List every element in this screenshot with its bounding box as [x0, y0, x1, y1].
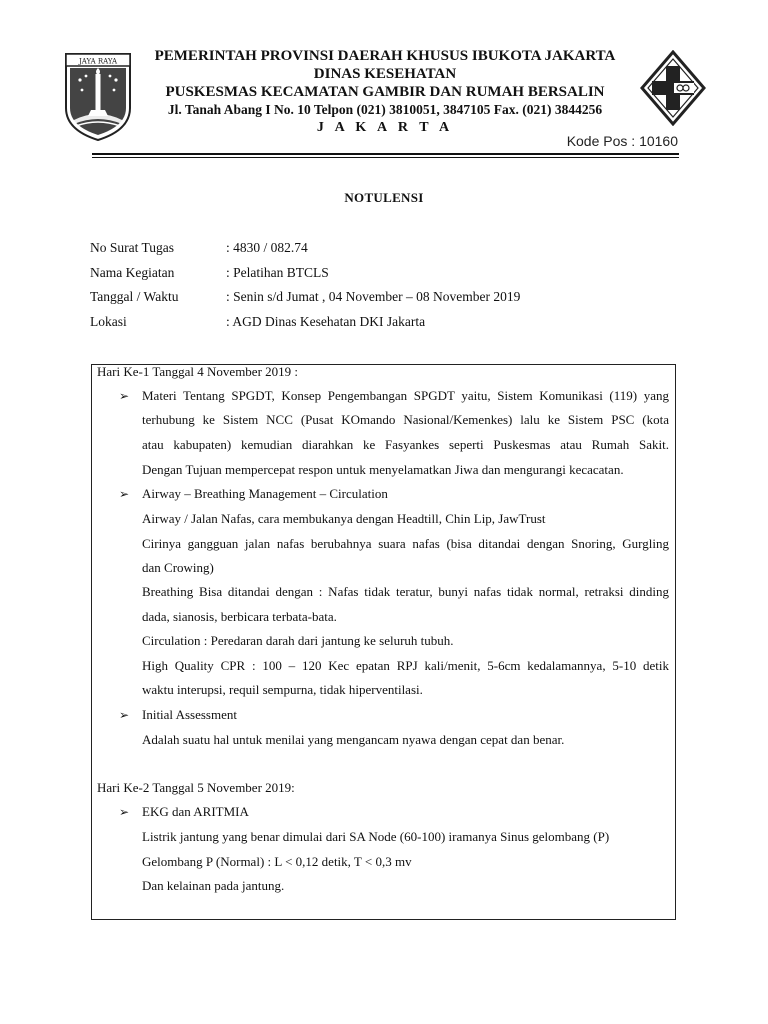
letterhead-city: J A K A R T A [316, 120, 454, 135]
postal-code: Kode Pos : 10160 [566, 133, 678, 149]
day1-item2-line: Breathing Bisa ditandai dengan : Nafas tidak teratur, bunyi nafas tidak normal, retraksi dinding [142, 584, 669, 599]
day1-heading: Hari Ke-1 Tanggal 4 November 2019 : [97, 364, 299, 379]
day1-item2-line: Circulation : Peredaran darah dari jantung ke seluruh tubuh. [142, 633, 454, 648]
info-value: : 4830 / 082.74 [226, 240, 308, 255]
day1-item2-line: waktu interupsi, requil sempurna, tidak hiperventilasi. [142, 682, 423, 697]
day1-item1-title: Materi Tentang SPGDT, Konsep Pengembangan SPGDT yaitu, Sistem Komunikasi (119) yang [142, 388, 669, 403]
day1-item1-line: Dengan Tujuan mempercepat respon untuk menyelamatkan Jiwa dan mengurangi kecacatan. [142, 462, 624, 477]
day1-item2-line: dan Crowing) [142, 560, 214, 575]
day2-item1-line: Dan kelainan pada jantung. [142, 878, 285, 893]
day2-item1-line: Gelombang P (Normal) : L < 0,12 detik, T < 0,3 mv [142, 854, 412, 869]
info-row-no-surat [90, 240, 520, 265]
info-label: Tanggal / Waktu [90, 289, 179, 304]
day1-item2-line: High Quality CPR : 100 – 120 Kec epatan RPJ kali/menit, 5-6cm kedalamannya, 5-10 detik [142, 658, 669, 673]
day1-item2-line: Cirinya gangguan jalan nafas berubahnya suara nafas (bisa ditandai dengan Snoring, Gurgling [142, 536, 669, 551]
letterhead-institution: PUSKESMAS KECAMATAN GAMBIR DAN RUMAH BERSALIN [165, 84, 605, 100]
info-row-kegiatan [90, 265, 520, 290]
letterhead-divider-thin [92, 157, 679, 158]
letterhead-address: Jl. Tanah Abang I No. 10 Telpon (021) 3810051, 3847105 Fax. (021) 3844256 [167, 102, 603, 117]
document-title: NOTULENSI [344, 190, 424, 205]
info-label: No Surat Tugas [90, 240, 175, 255]
letterhead-divider-thick [92, 153, 679, 155]
day1-item1-line: terhubung ke Sistem NCC (Pusat KOmando Nasional/Kemenkes) lalu ke Sistem PSC (kota [142, 412, 669, 427]
jakarta-emblem-logo [64, 50, 132, 142]
info-label: Lokasi [90, 313, 127, 329]
info-label: Nama Kegiatan [90, 264, 175, 280]
info-value: : Senin s/d Jumat , 04 November – 08 November 2019 [226, 289, 521, 304]
day2-item1-line: Listrik jantung yang benar dimulai dari SA Node (60-100) iramanya Sinus gelombang (P) [142, 829, 610, 844]
bullet-arrow-icon: ➢ [119, 389, 130, 403]
letterhead [140, 47, 630, 137]
day1-item3-line: Adalah suatu hal untuk menilai yang mengancam nyawa dengan cepat dan benar. [142, 732, 565, 747]
letterhead-government: PEMERINTAH PROVINSI DAERAH KHUSUS IBUKOTA JAKARTA [154, 48, 616, 64]
info-row-lokasi [90, 314, 520, 339]
info-row-tanggal [90, 289, 520, 314]
letterhead-department: DINAS KESEHATAN [313, 66, 457, 82]
day1-item2-title: Airway – Breathing Management – Circulation [142, 486, 388, 501]
info-value: : AGD Dinas Kesehatan DKI Jakarta [226, 313, 426, 329]
bullet-arrow-icon: ➢ [119, 708, 130, 722]
day1-item2-line: Airway / Jalan Nafas, cara membukanya dengan Headtill, Chin Lip, JawTrust [142, 511, 546, 526]
bullet-arrow-icon: ➢ [119, 805, 130, 819]
day1-item2-line: dada, sianosis, berbicara terbata-bata. [142, 609, 337, 624]
puskesmas-logo [640, 50, 706, 126]
emblem-motto: JAYA RAYA [78, 57, 118, 66]
day1-item1-line: atau kabupaten) kemudian diarahkan ke Fasyankes seperti Puskesmas atau Rumah Sakit. [142, 437, 669, 452]
bullet-arrow-icon: ➢ [119, 487, 130, 501]
info-value: : Pelatihan BTCLS [226, 264, 329, 280]
day2-item1-title: EKG dan ARITMIA [142, 804, 249, 819]
day2-heading: Hari Ke-2 Tanggal 5 November 2019: [97, 780, 295, 795]
info-table [90, 240, 520, 338]
day1-item3-title: Initial Assessment [142, 707, 237, 722]
